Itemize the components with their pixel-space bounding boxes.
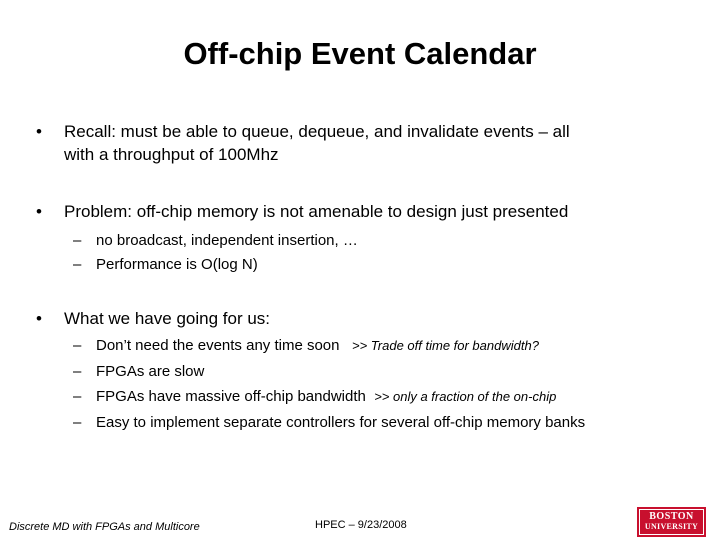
sub-item-main-text: FPGAs have massive off-chip bandwidth [96,388,366,405]
sub-item-note: >> only a fraction of the on-chip [374,389,557,404]
sub-item-marker: – [73,337,82,354]
boston-university-logo [637,507,706,537]
sub-item-marker: – [73,388,82,405]
footer-event-date: HPEC – 9/23/2008 [315,519,407,531]
bullet-text-line: with a throughput of 100Mhz [64,145,279,164]
bullet-text-line: Problem: off-chip memory is not amenable to design just presented [64,202,569,221]
logo-frame [639,509,704,535]
bullet-text-line: Recall: must be able to queue, dequeue, and invalidate events – all [64,122,570,141]
sub-item-marker: – [73,363,82,380]
logo-text-line2: UNIVERSITY [644,522,699,531]
footer-presentation-title: Discrete MD with FPGAs and Multicore [9,521,200,533]
slide-title: Off-chip Event Calendar [183,36,537,71]
bullet-marker: • [36,309,42,328]
bullet-marker: • [36,122,42,141]
bullet-text-line: What we have going for us: [64,309,271,328]
sub-item-note: >> Trade off time for bandwidth? [352,338,539,353]
bullet-marker: • [36,202,42,221]
sub-item-text [96,336,539,356]
sub-item-text: FPGAs are slow [96,363,205,380]
sub-item-text: no broadcast, independent insertion, … [96,232,358,249]
sub-item-main-text: Don’t need the events any time soon [96,337,340,354]
sub-item-text: Performance is O(log N) [96,256,258,273]
sub-item-marker: – [73,414,82,431]
sub-item-marker: – [73,232,82,249]
sub-item-text [96,387,556,407]
sub-item-marker: – [73,256,82,273]
logo-text-line1: BOSTON [649,511,694,522]
sub-item-text: Easy to implement separate controllers for several off-chip memory banks [96,414,586,431]
